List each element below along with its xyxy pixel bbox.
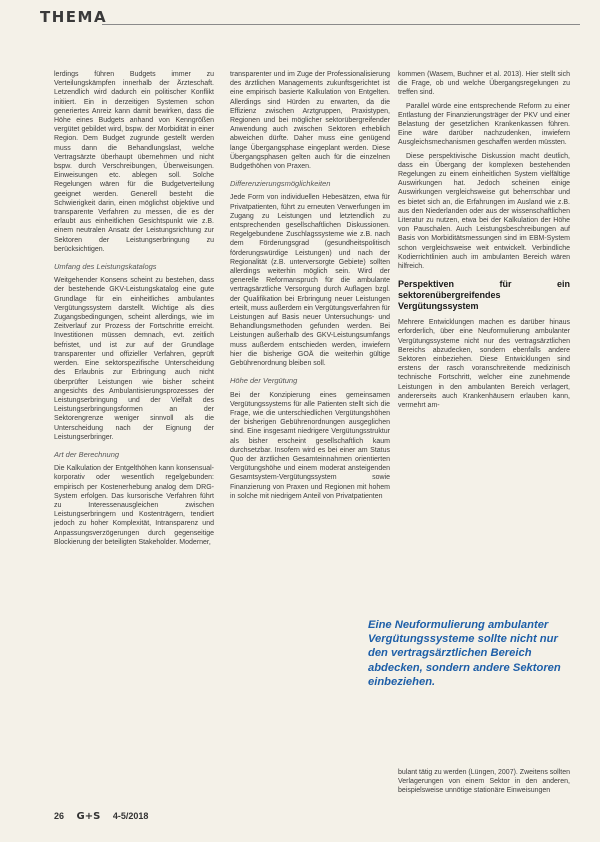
paragraph: kommen (Wasem, Buchner et al. 2013). Hier stellt sich die Frage, ob und welche Übergangsregelungen zu treffen sind.: [398, 71, 570, 97]
page-footer: [54, 811, 158, 825]
subheading: Höhe der Vergütung: [230, 376, 298, 386]
subheading: Art der Berechnung: [54, 449, 120, 459]
text-column-2: [230, 70, 390, 505]
text-column-1: [54, 70, 214, 551]
subheading: Differenzierungsmöglichkeiten: [230, 179, 331, 189]
paragraph: transparenter und im Zuge der Professionalisierung des ärztlichen Managements zukunftsgerichtet ist eine empirisch basierte Kalkulation von Entgelten. Allerdings sind Hürden zu erwarten, da die Effizienz zwischen Arztgruppen, Praxistypen, Regionen und bei möglicher sektorübergreifender Anwendung auch zwischen Sektoren erheblich abweichen dürfte. Daher muss eine genügend lange Übergangsphase eingeplant werden. Diese Übergangsphasen gelten auch für die einzelnen Budgethöhen von Praxen.: [230, 71, 390, 171]
paragraph: lerdings führen Budgets immer zu Verteilungskämpfen innerhalb der Ärzteschaft. Letzendlich wird dadurch ein politischer Konflikt initiiert. Ein in derzeitigen Systemen schon generiertes Anreiz kann damit bewirken, dass die Höhe eines Budgets anhand von Kenngrößen vergütet gebildet wird, bspw. der Morbidität in einer Region. Dem Budget zugrunde gestellt werden muss dann die Behandlungslast, welche Vertragsärzte überhaupt übernehmen und nicht bspw. durch Verschreibungen, Überweisungen. Einweisungen etc. ablegen soll. Solche Regelungen wären für die Budgetverteilung geeignet werden. Generell besteht die Schwierigkeit darin, einen möglichst objektive und transparente Verfahren zu messen, die es der erlaubt aus einheitlichen Gesichtspunkt wie z.B. einem neutralen Ansatz der Leistungsrichtung zur Sektoren der Leistungserbringung zu berücksichtigen.: [54, 71, 214, 253]
paragraph: Diese perspektivische Diskussion macht deutlich, dass ein Übergang der komplexen bestehenden Regelungen zu einem einheitlichen System vielfältige Auswirkungen hat. Jedoch scheinen einige Auswirkungen vergleichsweise gut beherrschbar und es bietet sich an, die Erfahrungen im Ausland wie z.B. aus den Niederlanden oder aus der wissenschaftlichen Literatur zu nutzen, etwa bei der Kalkulation der Höhe von Pauschalen. Auch Leistungsbeschreibungen auf Basis von Morbiditätsmessungen sind im EBM-System schon vergleichsweise weit entwickelt. Verbindliche Kodierrichtlinien auch im ambulanten Bereich wären hilfreich.: [398, 152, 570, 271]
paragraph: Parallel würde eine entsprechende Reform zu einer Entlastung der Finanzierungsträger der PKV und einer Belastung der gesetzlichen Krankenkassen führen. Eine wäre darüber nachzudenken, inwiefern Ausgleichsmechanismen geschaffen werden müssten.: [398, 102, 570, 147]
pull-quote: Eine Neuformulierung ambulanter Vergütungssysteme sollte nicht nur den vertragsärztlichen Bereich abdecken, sondern andere Sektoren einbeziehen.: [368, 619, 561, 688]
paragraph: Jede Form von individuellen Hebesätzen, etwa für Privatpatienten, führt zu erneuten Verwerfungen im Zugang zu Leistungen und letztendlich zu entsprechenden gesellschaftlichen Diskussionen. Regelgebundene Zuschlagssysteme wie z.B. nach dem Förderungsgrad (gesundheitspolitisch förderungswürdige Leistungen) und nach der Regionalität (z.B. unterversorgte Gebiete) sollten allerdings weiterhin möglich sein. Wird der generelle Reformanspruch für die ambulante vertragsärztliche Versorgung durch Auflagen bzgl. der Qualifikation bei Erbringung neuer Leistungen erteilt, muss außerdem ein Vergütungsverfahren für Leistungen auf Basis neuer Untersuchungs- und Behandlungsmethoden gefunden werden. Bei Leistungen außerhalb des GKV-Leistungsumfangs muss außerdem entschieden werden, inwiefern hier die bisherige GOÄ die weiterhin gültige Gebührenordnung bleiben soll.: [230, 194, 390, 368]
paragraph: Bei der Konzipierung eines gemeinsamen Vergütungssystems für alle Patienten stellt sich die Frage, wie die unterschiedlichen Vergütungshöhen der bisherigen Gebührenordnungen ausgeglichen sind. Eine insgesamt niedrigere Vergütungsstruktur als bisher erscheint gesellschaftlich kaum durchsetzbar. Insofern wird es bei einer am Status Quo der ärztlichen Gesamteinnahmen orientierten Vergütungshöhe und einem moderat ansteigenden Gesamtsystem-Vergütungssystem sowie Finanzierung von Praxen und Regionen mit hohem in solche mit niedrigem Anteil von Privatpatienten: [230, 391, 390, 500]
header-rule: [102, 24, 580, 25]
page-number: 26: [54, 811, 65, 821]
text-column-3-continued: [398, 768, 570, 796]
journal-logo: G+S: [76, 811, 101, 822]
paragraph: bulant tätig zu werden (Lüngen, 2007). Zweitens sollten Verlagerungen von einem Sektor in den anderen, beispielsweise unnötige stationäre Einweisungen: [398, 769, 570, 795]
paragraph: Die Kalkulation der Entgelthöhen kann konsensual-korporativ oder wesentlich regelgebunden: empirisch per Kostenerhebung analog dem DRG-System erfolgen. Das kursorische Verfahren führt zu Interessenausgleichen zwischen Leistungserbringern und Kostenträgern, tendiert jedoch zu hoher Komplexität, Intransparenz und Anpassungsverzögerungen durch gegenseitige Blockierung der beteiligten Stakeholder. Moderner,: [54, 465, 214, 546]
issue-number: 4-5/2018: [112, 811, 149, 821]
paragraph: Mehrere Entwicklungen machen es darüber hinaus erforderlich, über eine Neuformulierung ambulanter Vergütungssysteme nicht nur des vertragsärztlichen Bereichs abzudecken, sondern ebenfalls andere Sektoren einbeziehen. Diese Entwicklungen sind erstens der rasch voranschreitende medizinisch technische Fortschritt, welcher eine zunehmende Leistungen in den ambulanten Bereich verlagert, andererseits auch Krankenhäusern erlauben kann, vermehrt am-: [398, 319, 570, 410]
section-label: THEMA: [40, 8, 108, 26]
paragraph: Weitgehender Konsens scheint zu bestehen, dass der bestehende GKV-Leistungskatalog eine gute Grundlage für ein einheitliches ambulantes Vergütungssystem darstellt. Wichtige als dies Zugangsbedingungen, scheint allerdings, wie im Zeitverlauf zur Prozess der Fortschritte erreicht. Investitionen müssen demnach, evt. zeitlich befristet, und ist zur auf der Grundlage transparenter und offizieller Verfahren, geprüft werden. Eine sektorspezifische Unterscheidung des Erlaubnis zur Erbringung auch nicht überprüfter Leistungen wie bisher scheint angesichts des Ambulantisierungsprozesses der Leistungserbringung und der Vielfalt des Leistungserbringungsformen an der Sektorengrenze weniger sinnvoll als die Unterscheidung nach der Eignung der Leistungserbringer.: [54, 277, 214, 441]
subheading: Umfang des Leistungskatalogs: [54, 262, 157, 272]
section-heading: Perspektiven für ein sektorenübergreifendes Vergütungssystem: [398, 279, 570, 312]
page-header: [40, 8, 580, 30]
text-column-3: [398, 70, 570, 414]
